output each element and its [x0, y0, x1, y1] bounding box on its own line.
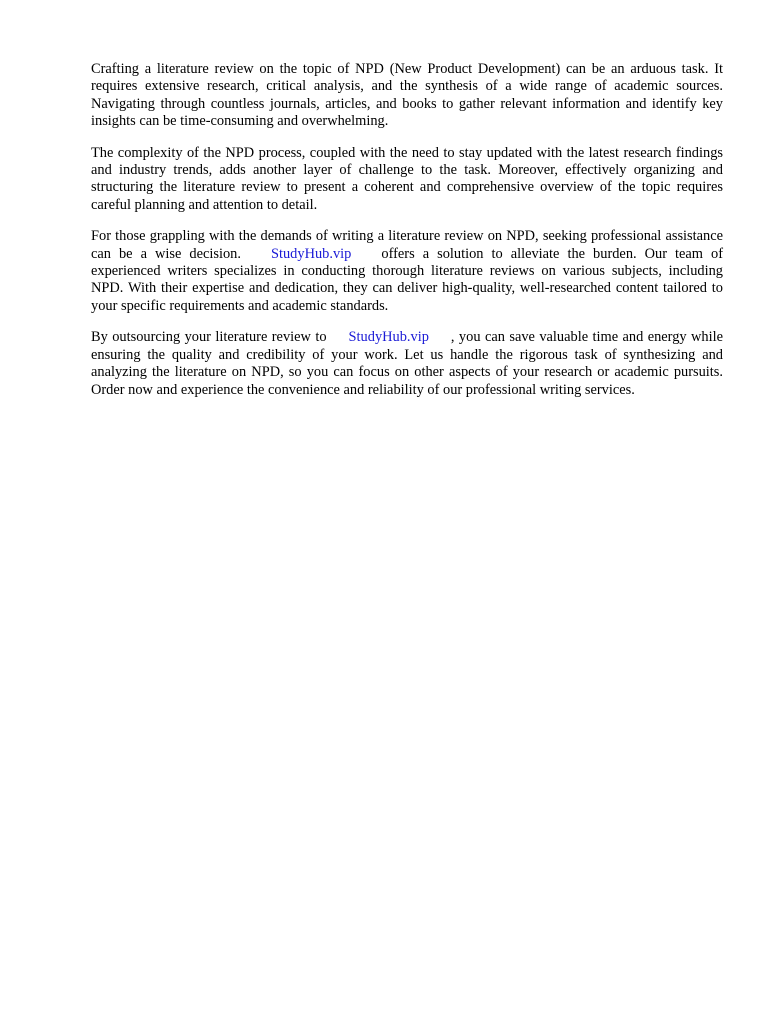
paragraph-intro-text: Crafting a literature review on the topic of NPD (New Product Development) can be an arduous task. It requires extensive research, critical analysis, and the synthesis of a wide range of academic sources. Navigating through countless journals, articles, and books to gather relevant information and identify key insights can be time-consuming and overwhelming. [91, 61, 723, 130]
paragraph-intro [91, 61, 723, 131]
document-page [91, 61, 723, 413]
paragraph-assistance-text-after: offers a solution to alleviate the burden. Our team of experienced writers specializes in conducting thorough literature reviews on various subjects, including NPD. With their expertise and dedication, they can deliver high-quality, well-researched content tailored to your specific requirements and academic standards. [91, 245, 723, 314]
paragraph-complexity-text: The complexity of the NPD process, coupled with the need to stay updated with the latest research findings and industry trends, adds another layer of challenge to the task. Moreover, effectively organizing and structuring the literature review to present a coherent and comprehensive overview of the topic requires careful planning and attention to detail. [91, 144, 723, 213]
paragraph-complexity [91, 145, 723, 215]
paragraph-outsourcing-text-after: , you can save valuable time and energy while ensuring the quality and credibility of your work. Let us handle the rigorous task of synthesizing and analyzing the literature on NPD, so you can focus on other aspects of your research or academic pursuits. Order now and experience the convenience and reliability of our professional writing services. [91, 329, 724, 398]
paragraph-assistance-text-before: For those grappling with the demands of writing a literature review on NPD, seeking professional assistance can be a wise decision. [91, 228, 723, 262]
paragraph-outsourcing [91, 329, 723, 399]
studyhub-link[interactable]: StudyHub.vip [270, 245, 352, 262]
paragraph-assistance [91, 228, 723, 315]
paragraph-outsourcing-text-before: By outsourcing your literature review to [91, 329, 327, 346]
studyhub-link-2[interactable]: StudyHub.vip [348, 329, 429, 346]
